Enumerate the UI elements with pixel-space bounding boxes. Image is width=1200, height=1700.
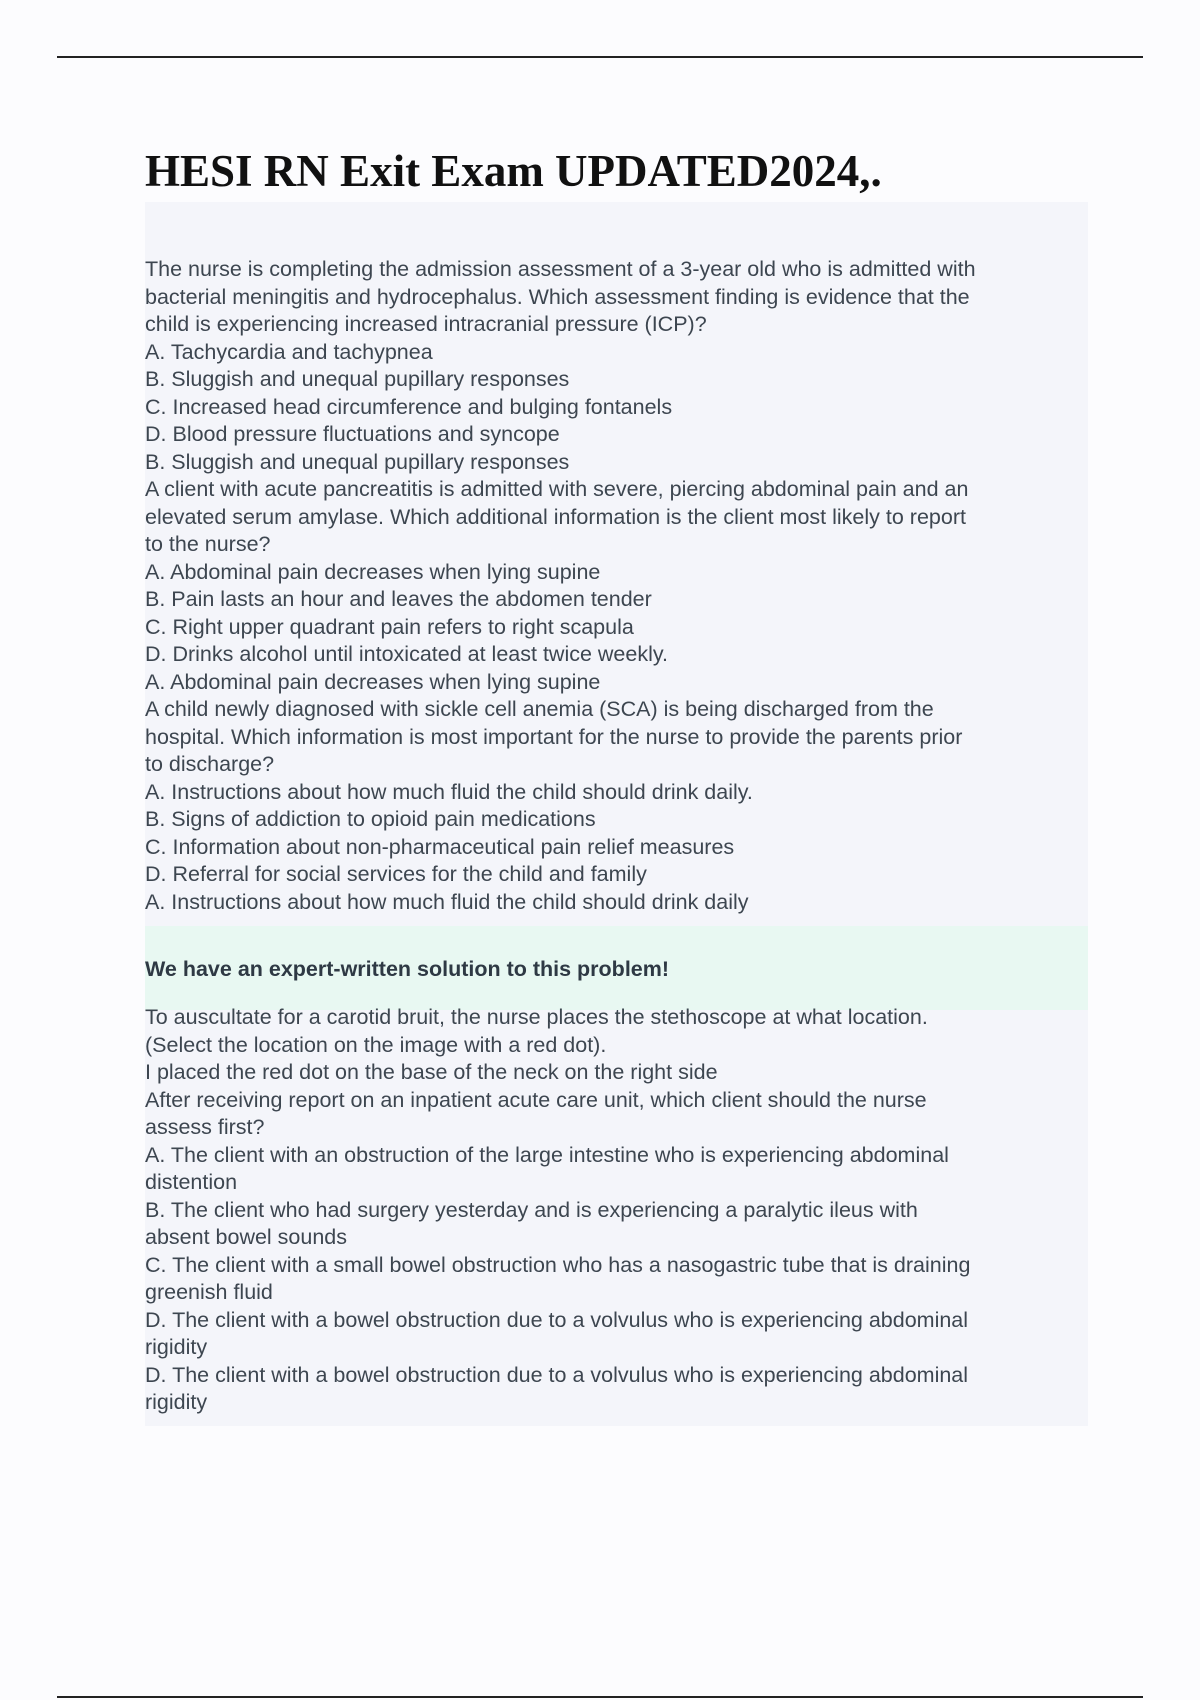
text-line: A client with acute pancreatitis is admitted with severe, piercing abdominal pain and an <box>145 477 969 501</box>
text-line: To auscultate for a carotid bruit, the nurse places the stethoscope at what location. <box>145 1005 928 1029</box>
text-line: C. Information about non-pharmaceutical pain relief measures <box>145 834 735 859</box>
text-line: C. Right upper quadrant pain refers to right scapula <box>145 614 634 639</box>
text-line: B. Signs of addiction to opioid pain medications <box>145 807 596 831</box>
text-line: A. Instructions about how much fluid the child should drink daily. <box>145 779 753 804</box>
text-line: rigidity <box>145 1335 208 1359</box>
text-line: B. Sluggish and unequal pupillary responses <box>145 367 570 391</box>
text-line: bacterial meningitis and hydrocephalus. Which assessment finding is evidence that the <box>145 284 970 309</box>
expert-solution-text: We have an expert-written solution to this problem! <box>145 957 670 981</box>
footer-rule <box>57 1696 1143 1698</box>
text-line: rigidity <box>145 1390 208 1414</box>
text-line: D. The client with a bowel obstruction due to a volvulus who is experiencing abdominal <box>145 1307 969 1332</box>
question-block-top <box>145 256 1088 916</box>
text-line: A. Abdominal pain decreases when lying supine <box>145 559 601 584</box>
text-line: A. Instructions about how much fluid the child should drink daily <box>145 889 749 914</box>
text-line: (Select the location on the image with a red dot). <box>145 1032 607 1057</box>
text-line: A child newly diagnosed with sickle cell anemia (SCA) is being discharged from the <box>145 697 934 721</box>
text-line: A. Abdominal pain decreases when lying supine <box>145 669 601 694</box>
text-line: C. Increased head circumference and bulging fontanels <box>145 394 673 419</box>
text-line: A. The client with an obstruction of the large intestine who is experiencing abdominal <box>145 1142 949 1167</box>
text-line: D. The client with a bowel obstruction due to a volvulus who is experiencing abdominal <box>145 1362 969 1387</box>
document-title: HESI RN Exit Exam UPDATED2024,. <box>145 146 882 196</box>
text-line: D. Drinks alcohol until intoxicated at least twice weekly. <box>145 642 668 666</box>
text-line: child is experiencing increased intracranial pressure (ICP)? <box>145 312 707 336</box>
text-line: A. Tachycardia and tachypnea <box>145 339 433 364</box>
text-line: I placed the red dot on the base of the neck on the right side <box>145 1060 718 1084</box>
text-line: to discharge? <box>145 752 275 776</box>
expert-solution-banner <box>145 926 1088 1010</box>
text-line: greenish fluid <box>145 1280 273 1304</box>
content-panel <box>145 202 1088 1426</box>
text-line: hospital. Which information is most important for the nurse to provide the parents prior <box>145 724 963 749</box>
text-line: C. The client with a small bowel obstruction who has a nasogastric tube that is draining <box>145 1252 971 1277</box>
text-line: distention <box>145 1170 238 1194</box>
text-line: After receiving report on an inpatient acute care unit, which client should the nurse <box>145 1087 927 1112</box>
text-line: B. The client who had surgery yesterday and is experiencing a paralytic ileus with <box>145 1197 918 1222</box>
text-line: B. Pain lasts an hour and leaves the abdomen tender <box>145 587 652 611</box>
text-line: absent bowel sounds <box>145 1225 348 1249</box>
text-line: D. Blood pressure fluctuations and syncope <box>145 422 560 446</box>
text-line: elevated serum amylase. Which additional information is the client most likely to report <box>145 504 966 529</box>
text-line: The nurse is completing the admission assessment of a 3-year old who is admitted with <box>145 257 976 281</box>
text-line: D. Referral for social services for the child and family <box>145 862 647 886</box>
text-line: to the nurse? <box>145 532 271 556</box>
question-block-bottom <box>145 1004 1088 1417</box>
text-line: assess first? <box>145 1115 265 1139</box>
header-rule <box>57 56 1143 58</box>
text-line: B. Sluggish and unequal pupillary responses <box>145 449 570 474</box>
